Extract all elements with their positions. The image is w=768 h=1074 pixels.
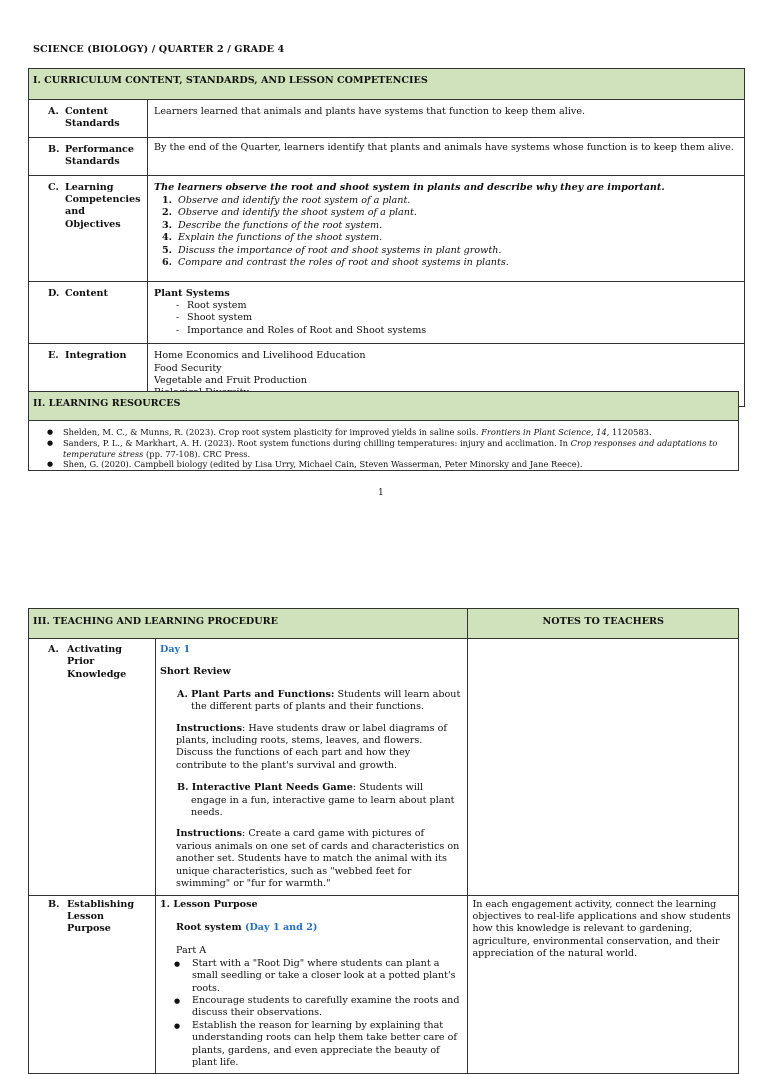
page-number: 1: [378, 488, 384, 498]
label-integration: E. Integration: [29, 344, 148, 407]
content-standards-text: Learners learned that animals and plants have systems that function to keep them alive.: [148, 100, 745, 138]
reference-item: ● Sanders, P. L., & Markhart, A. H. (2023). Root system functions during chilling temperatures: injury and acclimation. In Crop responses and adaptations to temperature stress (pp. 77-108). CRC Press.: [29, 438, 738, 460]
short-review-heading: Short Review: [160, 666, 231, 678]
plant-parts-item: A. Plant Parts and Functions: Students will learn about the different parts of plants and their functions.: [177, 688, 461, 713]
page-header: SCIENCE (BIOLOGY) / QUARTER 2 / GRADE 4: [33, 44, 285, 55]
references-list: [29, 421, 738, 470]
label-content: D. Content: [29, 281, 148, 344]
establishing-content: [156, 895, 468, 1074]
notes-text: In each engagement activity, connect the learning objectives to real-life applications and show students how this knowledge is relevant to gardening, agriculture, environmental conservation, and their appreciation of the natural world.: [472, 898, 731, 960]
notes-title-cell: [468, 609, 739, 639]
section3-title-cell: [29, 609, 468, 639]
lesson-purpose-heading: 1. Lesson Purpose: [160, 898, 258, 910]
competencies-intro: The learners observe the root and shoot system in plants and describe why they are important.: [154, 181, 665, 193]
content-item: - Root system: [154, 300, 738, 312]
root-system-heading: Root system (Day 1 and 2): [176, 921, 318, 933]
day-label: Day 1: [160, 644, 191, 655]
competency-item: 1. Observe and identify the root system of a plant.: [162, 195, 411, 207]
section1-title: I. CURRICULUM CONTENT, STANDARDS, AND LESSON COMPETENCIES: [33, 75, 428, 86]
activating-content: [156, 639, 468, 896]
competencies-cell: [148, 175, 745, 281]
label-establishing-lesson-purpose: B. Establishing Lesson Purpose: [29, 895, 156, 1074]
label-competencies: C. Learning Competencies and Objectives: [29, 175, 148, 281]
reference-item: ● Shen, G. (2020). Campbell biology (edited by Lisa Urry, Michael Cain, Steven Wasserman, Peter Minorsky and Jane Reece).: [29, 459, 738, 470]
section1-title-cell: [29, 69, 745, 100]
part-a-label: Part A: [176, 945, 207, 957]
section2-title: II. LEARNING RESOURCES: [33, 398, 181, 409]
reference-item: ● Shelden, M. C., & Munns, R. (2023). Crop root system plasticity for improved yields in saline soils. Frontiers in Plant Science, 14, 1120583.: [29, 427, 738, 438]
content-item: - Importance and Roles of Root and Shoot systems: [154, 325, 738, 337]
procedure-table: [28, 608, 739, 1074]
integration-item: Food Security: [154, 362, 222, 374]
competency-item: 5. Discuss the importance of root and shoot systems in plant growth.: [162, 244, 502, 256]
competency-item: 2. Observe and identify the shoot system of a plant.: [162, 207, 417, 219]
content-heading: Plant Systems: [154, 287, 230, 299]
label-activating-prior-knowledge: A. Activating Prior Knowledge: [29, 639, 156, 896]
label-performance-standards: B. Performance Standards: [29, 137, 148, 175]
purpose-bullets: [160, 958, 461, 1070]
competency-item: 3. Describe the functions of the root system.: [162, 219, 383, 231]
section2-title-cell: [29, 392, 739, 421]
integration-item: Home Economics and Livelihood Education: [154, 350, 366, 362]
notes-cell-a: [468, 639, 739, 896]
purpose-bullet: ● Encourage students to carefully examine the roots and discuss their observations.: [160, 995, 461, 1020]
label-content-standards: A. Content Standards: [29, 100, 148, 138]
instructions-a: Instructions: Have students draw or label diagrams of plants, including roots, stems, leaves, and flowers. Discuss the functions of each part and how they contribute to the plant's survival and growth.: [176, 722, 447, 771]
resources-cell: [29, 421, 739, 471]
competency-item: 4. Explain the functions of the shoot system.: [162, 232, 383, 244]
performance-standards-text: By the end of the Quarter, learners identify that plants and animals have systems whose function is to keep them alive.: [148, 137, 745, 175]
competency-item: 6. Compare and contrast the roles of root and shoot systems in plants.: [162, 257, 509, 269]
instructions-b: Instructions: Create a card game with pictures of various animals on one set of cards and characteristics on another set. Students have to match the animal with its unique characteristics, such as "webbed feet for swimming" or "fur for warmth.": [176, 828, 460, 890]
section3-title: III. TEACHING AND LEARNING PROCEDURE: [33, 616, 278, 627]
plant-needs-game-item: B. Interactive Plant Needs Game: Students will engage in a fun, interactive game to learn about plant needs.: [177, 782, 455, 819]
notes-title: NOTES TO TEACHERS: [542, 616, 664, 627]
content-cell: [148, 281, 745, 344]
integration-item: Vegetable and Fruit Production: [154, 375, 307, 387]
curriculum-table: [28, 68, 745, 407]
resources-table: [28, 391, 739, 471]
purpose-bullet: ● Start with a "Root Dig" where students can plant a small seedling or take a closer look at a potted plant's roots.: [160, 958, 461, 995]
purpose-bullet: ● Establish the reason for learning by explaining that understanding roots can help them take better care of plants, gardens, and even appreciate the beauty of plant life.: [160, 1020, 461, 1070]
competencies-list: [154, 195, 738, 269]
notes-cell-b: [468, 895, 739, 1074]
content-item: - Shoot system: [154, 312, 738, 324]
